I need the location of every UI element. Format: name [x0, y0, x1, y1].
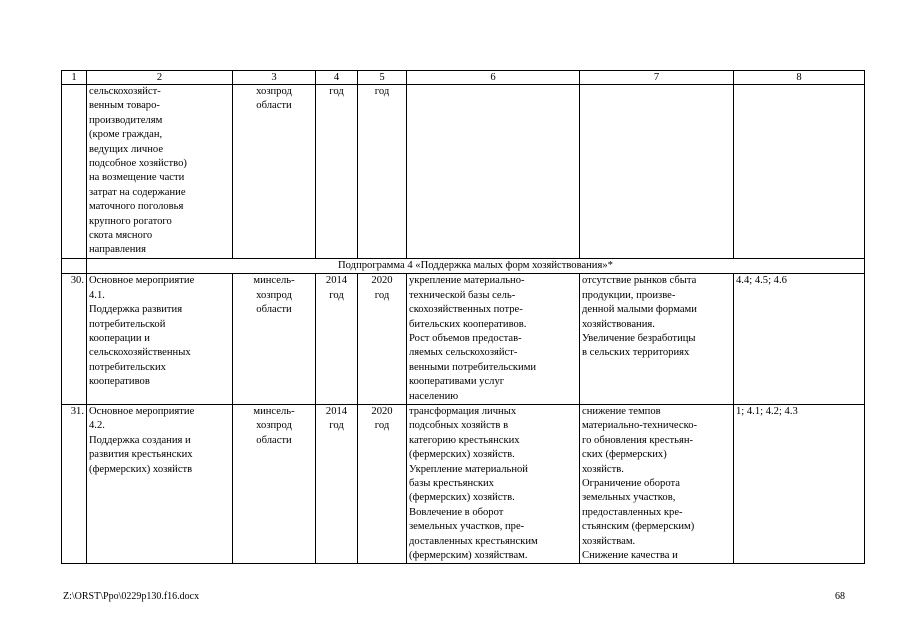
program-table — [61, 70, 865, 564]
indicator-cell — [734, 85, 865, 259]
cell-line: минсель- — [253, 275, 295, 287]
cell-line: технической базы сель- — [409, 289, 516, 301]
indicator-cell — [734, 274, 865, 405]
cell-line: Вовлечение в оборот — [409, 506, 504, 518]
cell-line: подсобное хозяйство) — [89, 158, 187, 170]
cell-line: хозяйствования. — [582, 318, 655, 330]
cell-line: венными потребительскими — [409, 361, 537, 373]
cell-line: Рост объемов предостав- — [409, 332, 522, 344]
cell-line: 4.4; 4.5; 4.6 — [736, 275, 787, 287]
cell-line: Основное мероприятие — [89, 275, 195, 287]
cell-line: развития крестьянских — [89, 449, 193, 461]
cell-line: кооперативами услуг — [409, 376, 505, 388]
cell-line: доставленных крестьянским — [409, 535, 538, 547]
cell-line: продукции, произве- — [582, 289, 676, 301]
end-year-cell — [358, 85, 407, 259]
cell-line: потребительской — [89, 318, 166, 330]
cell-line: хозяйств. — [582, 463, 624, 475]
cell-line: населению — [409, 390, 459, 402]
row-number — [62, 258, 87, 273]
cell-line: бительских кооперативов. — [409, 318, 527, 330]
cell-line: снижение темпов — [582, 405, 661, 417]
cell-line: направления — [89, 244, 146, 256]
cell-line: скота мясного — [89, 230, 153, 242]
header-cell: 2 — [87, 71, 233, 85]
cell-line: го обновления крестьян- — [582, 434, 694, 446]
cell-line: год — [374, 420, 390, 432]
header-cell: 3 — [233, 71, 316, 85]
cell-line: затрат на содержание — [89, 186, 186, 198]
cell-line: сельскохозяйственных — [89, 347, 191, 359]
cell-line: 2014 — [325, 275, 348, 287]
subprogram-row — [62, 258, 865, 273]
cell-line: Укрепление материальной — [409, 463, 528, 475]
cell-line: на возмещение части — [89, 172, 185, 184]
cell-line: хозяйствам. — [582, 535, 636, 547]
cell-line: категорию крестьянских — [409, 434, 520, 446]
cell-line: Ограничение оборота — [582, 477, 680, 489]
cell-line: области — [256, 434, 292, 446]
end-year-cell — [358, 274, 407, 405]
cell-line: год — [374, 289, 390, 301]
start-year-cell — [316, 85, 358, 259]
consequence-cell — [580, 85, 734, 259]
cell-line: скохозяйственных потре- — [409, 304, 523, 316]
cell-line: хозпрод — [256, 86, 292, 97]
cell-line: потребительских — [89, 361, 166, 373]
cell-line: хозпрод — [256, 289, 292, 301]
cell-line: земельных участков, — [582, 492, 676, 504]
header-cell: 7 — [580, 71, 734, 85]
cell-line: укрепление материально- — [409, 275, 525, 287]
header-cell: 6 — [407, 71, 580, 85]
cell-line: сельскохозяйст- — [89, 86, 161, 97]
cell-line: материально-техническо- — [582, 420, 698, 432]
cell-line: 2014 — [325, 405, 348, 417]
cell-line: ляемых сельскохозяйст- — [409, 347, 518, 359]
cell-line: области — [256, 100, 292, 112]
header-cell: 8 — [734, 71, 865, 85]
cell-line: Увеличение безработицы — [582, 332, 696, 344]
cell-line: 2020 — [371, 275, 393, 287]
end-year-cell — [358, 404, 407, 563]
cell-line: (фермерских) хозяйств. — [409, 449, 515, 461]
cell-line: крупного рогатого — [89, 215, 172, 227]
consequence-cell — [580, 274, 734, 405]
cell-line: в сельских территориях — [582, 347, 690, 359]
executor-cell — [233, 274, 316, 405]
table-row — [62, 404, 865, 563]
row-number: 31. — [62, 404, 87, 563]
cell-line: год — [374, 86, 390, 97]
cell-line: (фермерских) хозяйств. — [409, 492, 515, 504]
measure-cell — [87, 274, 233, 405]
cell-line: предоставленных кре- — [582, 506, 683, 518]
row-number — [62, 85, 87, 259]
cell-line: подсобных хозяйств в — [409, 420, 509, 432]
consequence-cell — [580, 404, 734, 563]
cell-line: венным товаро- — [89, 100, 160, 112]
cell-line: (фермерским) хозяйствам. — [409, 550, 528, 561]
cell-line: хозпрод — [256, 420, 292, 432]
cell-line: 2020 — [371, 405, 393, 417]
cell-line: год — [329, 289, 344, 301]
cell-line: кооперативов — [89, 376, 150, 388]
cell-line: минсель- — [253, 405, 295, 417]
cell-line: Основное мероприятие — [89, 405, 195, 417]
measure-cell — [87, 404, 233, 563]
cell-line: 4.1. — [89, 289, 105, 301]
header-cell: 4 — [316, 71, 358, 85]
cell-line: год — [329, 420, 344, 432]
header-cell: 5 — [358, 71, 407, 85]
cell-line: базы крестьянских — [409, 477, 494, 489]
subprogram-title: Подпрограмма 4 «Поддержка малых форм хозяйствования»* — [87, 258, 865, 273]
cell-line: Снижение качества и — [582, 550, 678, 561]
cell-line: производителям — [89, 114, 163, 126]
executor-cell — [233, 404, 316, 563]
result-cell — [407, 404, 580, 563]
header-row — [62, 71, 865, 85]
cell-line: (кроме граждан, — [89, 129, 163, 141]
cell-line: денной малыми формами — [582, 304, 697, 316]
cell-line: год — [329, 86, 344, 97]
cell-line: ведущих личное — [89, 143, 164, 155]
cell-line: 1; 4.1; 4.2; 4.3 — [736, 405, 798, 417]
cell-line: Поддержка создания и — [89, 434, 191, 446]
cell-line: трансформация личных — [409, 405, 517, 417]
row-number: 30. — [62, 274, 87, 405]
file-path: Z:\ORST\Ppo\0229p130.f16.docx — [63, 591, 200, 602]
result-cell — [407, 274, 580, 405]
start-year-cell — [316, 274, 358, 405]
table-row — [62, 274, 865, 405]
indicator-cell — [734, 404, 865, 563]
cell-line: Поддержка развития — [89, 304, 183, 316]
cell-line: области — [256, 304, 292, 316]
cell-line: стьянским (фермерским) — [582, 521, 695, 533]
executor-cell — [233, 85, 316, 259]
cell-line: кооперации и — [89, 332, 150, 344]
cell-line: (фермерских) хозяйств — [89, 463, 193, 475]
cell-line: маточного поголовья — [89, 201, 184, 213]
measure-cell — [87, 85, 233, 259]
start-year-cell — [316, 404, 358, 563]
cell-line: 4.2. — [89, 420, 105, 432]
page-number: 68 — [835, 591, 845, 602]
cell-line: ских (фермерских) — [582, 449, 667, 461]
cell-line: отсутствие рынков сбыта — [582, 275, 697, 287]
result-cell — [407, 85, 580, 259]
cell-line: земельных участков, пре- — [409, 521, 525, 533]
header-cell: 1 — [62, 71, 87, 85]
table-row — [62, 85, 865, 259]
